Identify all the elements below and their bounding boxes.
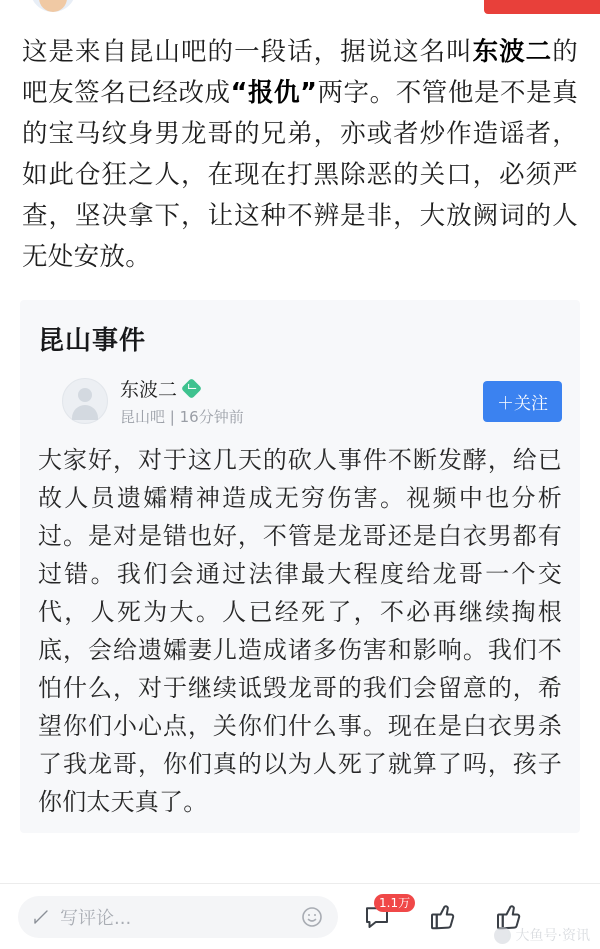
verified-badge-icon	[181, 378, 202, 399]
like-button[interactable]	[426, 900, 460, 934]
watermark-text: 大鱼号·资讯	[515, 928, 590, 944]
post-time: 16分钟前	[179, 408, 244, 426]
avatar[interactable]	[30, 0, 76, 12]
quoted-post-title: 昆山事件	[38, 326, 147, 356]
article-highlight-quote: “报仇”	[230, 78, 318, 108]
author-name-line	[120, 375, 483, 402]
comment-count-badge: 1.1万	[374, 894, 415, 912]
red-banner[interactable]	[484, 0, 600, 14]
comment-button[interactable]	[360, 895, 411, 934]
author-avatar[interactable]	[62, 378, 108, 424]
author-meta	[120, 375, 483, 427]
smiley-icon[interactable]	[300, 905, 324, 929]
article-text-part-3: 两字。不管他是不是真的宝马纹身男龙哥的兄弟，亦或者炒作造谣者，如此仓狂之人，在现在打黑除恶的关口，必须严查，坚决拿下，让这种不辨是非，大放阙词的人无处安放。	[22, 78, 578, 272]
pencil-icon	[32, 908, 50, 926]
quoted-post-author-row	[62, 375, 562, 427]
article-text-part-1: 这是来自昆山吧的一段话，据说这名叫	[22, 37, 473, 67]
meta-separator: |	[169, 408, 175, 426]
author-submeta	[120, 406, 483, 427]
top-strip	[0, 0, 600, 18]
quoted-post-body: 大家好，对于这几天的砍人事件不断发酵，给已故人员遗孀精神造成无穷伤害。视频中也分析过。是对是错也好，不管是龙哥还是白衣男都有过错。我们会通过法律最大程度给龙哥一个交代，人死为大。人已经死了，不必再继续掏根底，会给遗孀妻儿造成诸多伤害和影响。我们不怕什么，对于继续诋毁龙哥的我们会留意的，希望你们小心点，关你们什么事。现在是白衣男杀了我龙哥，你们真的以为人死了就算了吗，孩子你们太天真了。	[38, 446, 562, 816]
comment-input[interactable]	[18, 896, 338, 938]
watermark	[494, 925, 590, 945]
avatar-face	[39, 0, 67, 12]
article-paragraph	[22, 32, 578, 278]
comment-placeholder-text: 写评论...	[60, 907, 132, 929]
follow-button[interactable]: ＋关注	[483, 381, 562, 422]
article-text-part-2: 的吧友签名已经改成	[22, 37, 578, 108]
author-name: 东波二	[120, 379, 178, 401]
article-highlight-name: 东波二	[472, 37, 553, 67]
author-source: 昆山吧	[120, 408, 166, 426]
watermark-icon	[494, 927, 511, 944]
quoted-post-card[interactable]	[20, 300, 580, 833]
